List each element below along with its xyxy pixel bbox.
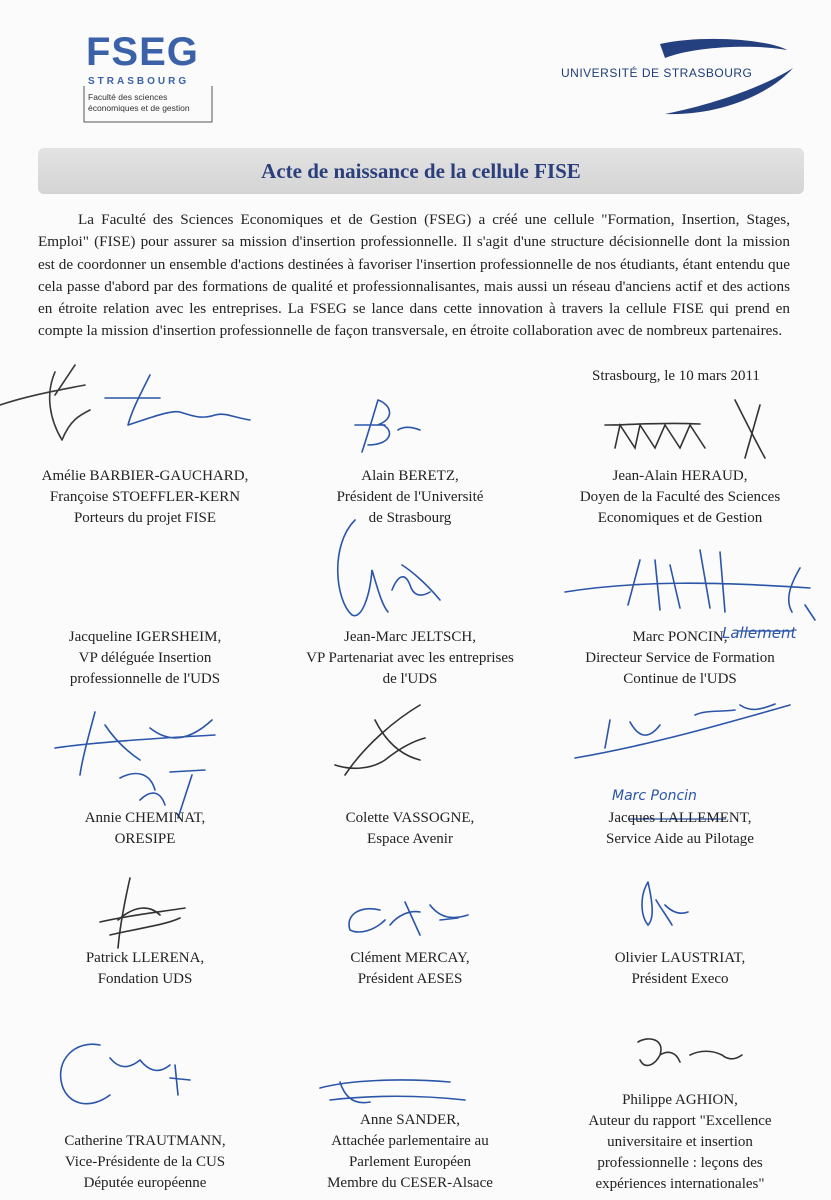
signatory-name: Jacqueline IGERSHEIM,	[68, 629, 222, 645]
signatory-role: Députée européenne	[83, 1175, 207, 1191]
intro-paragraph: La Faculté des Sciences Economiques et de Gestion (FSEG) a créé une cellule "Formation, Insertion, Stages, Emploi" (FISE) pour assurer sa mission d'insertion professionnelle. Il s'agit d'une structure décisionnelle dont la mission est de coordonner un ensemble d'actions destinées à favoriser l'insertion professionnelle de nos étudiants, étant entendu que cela passe d'abord par des formations de qualité et professionnalisantes, mais aussi un réseau d'anciens actif et des actions en étroite relation avec les entreprises. La FSEG se lance dans cette innovation à travers la cellule FISE qui prend en compte la mission d'insertion professionnelle de façon transversale, en étroite collaboration avec de nombreux partenaires.	[38, 211, 790, 340]
place-date: Strasbourg, le 10 mars 2011	[592, 368, 760, 384]
signatory-block	[265, 466, 555, 529]
signatory-role: Continue de l'UDS	[623, 671, 737, 687]
signatory-block	[0, 808, 290, 850]
fseg-logo-subtitle: Faculté des sciences économiques et de gestion	[88, 92, 190, 113]
fseg-logo-city: STRASBOURG	[88, 76, 190, 87]
uds-logo	[555, 38, 795, 118]
signatory-block	[265, 808, 555, 850]
signature-lallement	[575, 704, 790, 758]
fseg-logo-name: FSEG	[86, 30, 199, 74]
signatory-name: Marc PONCIN,	[632, 629, 728, 645]
signature-laustriat	[642, 882, 688, 925]
signatory-role: Doyen de la Faculté des Sciences	[579, 489, 781, 505]
signatory-block	[0, 948, 290, 990]
signature-jeltsch	[338, 520, 440, 616]
signatory-role: de l'UDS	[382, 671, 438, 687]
signatory-block	[535, 808, 825, 850]
signatory-role: Porteurs du projet FISE	[73, 510, 217, 526]
signatory-role: expériences internationales"	[595, 1176, 765, 1192]
signatory-name: Jean-Alain HERAUD,	[612, 468, 748, 484]
signatory-role: ORESIPE	[114, 831, 176, 847]
signature-beretz	[355, 400, 420, 452]
signatory-block	[265, 948, 555, 990]
document-title: Acte de naissance de la cellule FISE	[261, 159, 581, 183]
annotation-lallement: Lallement	[722, 624, 797, 642]
signatory-block	[0, 466, 290, 529]
signatory-role: Espace Avenir	[367, 831, 453, 847]
signature-poncin	[565, 550, 815, 620]
annotation-marc-poncin-text	[612, 788, 697, 804]
signatory-name: Philippe AGHION,	[622, 1092, 738, 1108]
signatory-name: Catherine TRAUTMANN,	[64, 1133, 226, 1149]
signatory-role: universitaire et insertion	[607, 1134, 753, 1150]
signatory-role: Membre du CESER-Alsace	[327, 1175, 493, 1191]
annotation-marc-poncin: Marc Poncin	[612, 788, 697, 804]
signatory-name: Alain BERETZ,	[361, 468, 459, 484]
signatory-name: Annie CHEMINAT,	[84, 810, 206, 826]
signature-mercay	[349, 902, 468, 935]
signatory-role: professionnelle : leçons des	[597, 1155, 763, 1171]
signature-heraud	[605, 400, 765, 458]
signature-barbier-gauchard	[0, 365, 90, 440]
signatory-name: Jean-Marc JELTSCH,	[344, 629, 476, 645]
signatory-block	[535, 627, 825, 690]
signatory-role: professionnelle de l'UDS	[69, 671, 221, 687]
signatory-name: Colette VASSOGNE,	[345, 810, 475, 826]
signatory-block	[265, 1110, 555, 1194]
signatory-role: Président de l'Université	[336, 489, 484, 505]
signatory-role: Service Aide au Pilotage	[606, 831, 754, 847]
signatory-role: Président Execo	[631, 971, 729, 987]
uds-logo-name: UNIVERSITÉ DE STRASBOURG	[561, 66, 753, 80]
signatory-name: Patrick LLERENA,	[85, 950, 205, 966]
signatory-role: VP Partenariat avec les entreprises	[306, 650, 514, 666]
signatory-role: Directeur Service de Formation	[585, 650, 775, 666]
signatory-role: Attachée parlementaire au	[331, 1133, 489, 1149]
signatory-role: de Strasbourg	[368, 510, 452, 526]
signatory-role: Economiques et de Gestion	[597, 510, 763, 526]
signatory-name: Amélie BARBIER-GAUCHARD,	[41, 468, 249, 484]
signature-aghion	[638, 1039, 742, 1066]
signature-trautmann	[61, 1044, 190, 1103]
signature-stoeffler-kern	[105, 375, 250, 425]
title-band	[38, 148, 804, 194]
signatory-block	[535, 948, 825, 990]
signatory-block	[265, 627, 555, 690]
signature-llerena	[100, 878, 185, 948]
signatory-block	[535, 466, 825, 529]
signatory-name: Anne SANDER,	[360, 1112, 460, 1128]
signatory-name: Olivier LAUSTRIAT,	[614, 950, 746, 966]
signatory-name: Jacques LALLEMENT,	[608, 810, 752, 826]
signatory-role: Parlement Européen	[348, 1154, 472, 1170]
signatory-role: Fondation UDS	[97, 971, 193, 987]
signature-vassogne	[335, 705, 425, 775]
signatory-line: Françoise STOEFFLER-KERN	[49, 489, 241, 505]
signatory-role: Auteur du rapport "Excellence	[588, 1113, 772, 1129]
signatory-role: Vice-Présidente de la CUS	[64, 1154, 226, 1170]
signatory-block	[0, 627, 290, 690]
signatory-role: VP déléguée Insertion	[78, 650, 212, 666]
signatory-name: Clément MERCAY,	[350, 950, 470, 966]
signatory-block	[535, 1090, 825, 1195]
signatory-block	[0, 1131, 290, 1194]
signatory-role: Président AESES	[357, 971, 463, 987]
signature-igersheim	[55, 712, 215, 775]
signature-sander	[320, 1080, 465, 1103]
fseg-logo	[82, 30, 232, 125]
